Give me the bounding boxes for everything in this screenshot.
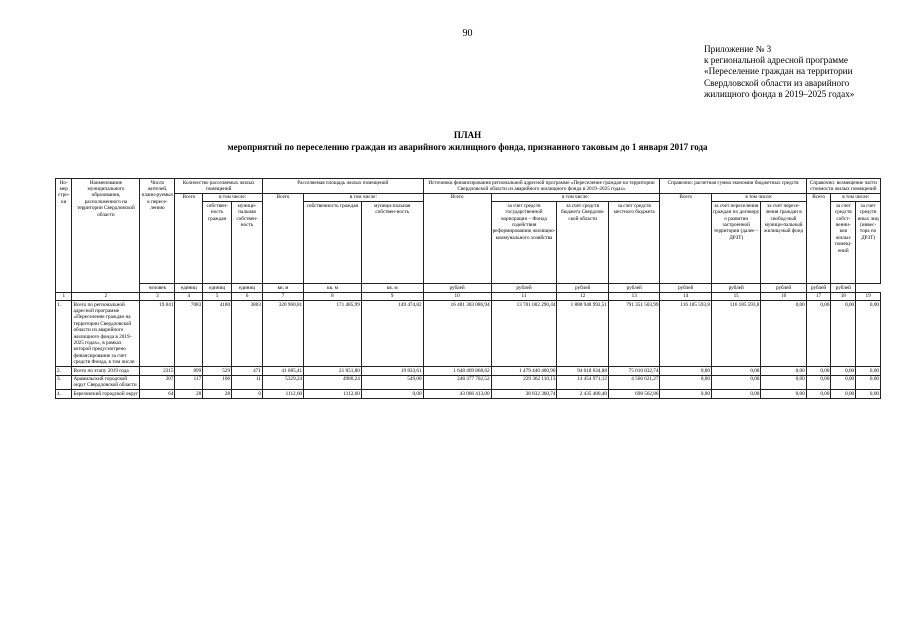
appendix-line: Приложение № 3	[704, 44, 772, 54]
value-cell: 3803	[232, 301, 263, 367]
row-number-cell: 3.	[56, 375, 72, 390]
unit-cell: кв. м	[361, 284, 423, 292]
appendix-line: «Переселение граждан на территории	[704, 66, 853, 77]
column-numbers-row	[56, 292, 881, 300]
value-cell: 0,00	[831, 390, 856, 398]
value-cell: 0,00	[711, 375, 760, 390]
appendix-note	[704, 44, 894, 100]
header-municipality: Наименование муниципального образования, расположенного на территории Свердловской области	[72, 179, 140, 293]
table-row	[56, 375, 881, 390]
value-cell: 899	[175, 367, 203, 375]
column-number-cell: 12	[557, 292, 608, 300]
value-cell: 28	[175, 390, 203, 398]
header-total: Всего	[262, 193, 303, 283]
column-number-cell: 16	[761, 292, 806, 300]
value-cell: 0,00	[660, 375, 711, 390]
value-cell: 0,00	[856, 301, 881, 367]
plan-table	[55, 178, 881, 399]
header-total: Всего	[660, 193, 711, 283]
unit-cell: рублей	[831, 284, 856, 292]
value-cell: 529	[203, 367, 232, 375]
value-cell: 19 041	[140, 301, 175, 367]
header-own-citizens: собственность граждан	[304, 202, 362, 284]
column-number-cell: 8	[304, 292, 362, 300]
header-incl: в том числе:	[491, 193, 660, 201]
value-cell: 43 066 413,00	[423, 390, 491, 398]
municipality-cell: Всего по региональной адресной программе «Переселение граждан на территории Свердловской области из аварийного жилищного фонда в 2019–2025 годах», в рамках которой предусмотрено финансирование за счет средств Фонда, в том числе:	[72, 301, 140, 367]
value-cell: 549,00	[361, 375, 423, 390]
header-total: Всего	[806, 193, 831, 283]
header-incl: в том числе:	[304, 193, 423, 201]
value-cell: 471	[232, 367, 263, 375]
column-number-cell: 15	[711, 292, 760, 300]
unit-cell: человек	[140, 284, 175, 292]
value-cell: 16 481 303 086,94	[423, 301, 491, 367]
unit-cell: рублей	[711, 284, 760, 292]
unit-cell: рублей	[761, 284, 806, 292]
value-cell: 207	[140, 375, 175, 390]
value-cell: 2315	[140, 367, 175, 375]
value-cell: 0,00	[806, 367, 831, 375]
value-cell: 0,00	[856, 390, 881, 398]
unit-cell: единиц	[175, 284, 203, 292]
header-ref-contract: за счет переселения граждан по договору о развитии застроенной территории (далее – ДРЗТ)	[711, 202, 760, 284]
column-number-cell: 9	[361, 292, 423, 300]
unit-cell: кв. м	[262, 284, 303, 292]
value-cell: 28	[203, 390, 232, 398]
appendix-line: жилищного фонда в 2019–2025 годах»	[704, 88, 855, 99]
header-fund: за счет средств государственной корпорации – Фонда содействия реформированию жилищно-коммунального хозяйства	[491, 202, 557, 284]
header-local: за счет средств местного бюджета	[608, 202, 660, 284]
value-cell: 149 474,82	[361, 301, 423, 367]
header-total: Всего	[423, 193, 491, 283]
row-number-cell: 1.	[56, 301, 72, 367]
value-cell: 64	[140, 390, 175, 398]
column-number-cell: 18	[831, 292, 856, 300]
value-cell: 0,00	[806, 390, 831, 398]
value-cell: 0,00	[806, 375, 831, 390]
column-number-cell: 14	[660, 292, 711, 300]
value-cell: 0	[232, 390, 263, 398]
header-area-group: Расселяемая площадь жилых помещений	[262, 179, 423, 194]
value-cell: 0,00	[761, 301, 806, 367]
column-number-cell: 17	[806, 292, 831, 300]
header-residents: Число жителей, плани-руемых к пересе-лению	[140, 179, 175, 284]
header-finance-group: Источники финансирования региональной адресной программе «Переселение граждан на территории Свердловской области из аварийного жилищного фонда в 2019–2025 годах»	[423, 179, 660, 194]
value-cell: 1112,60	[304, 390, 362, 398]
value-cell: 116 185 593,8	[660, 301, 711, 367]
value-cell: 791 351 503,99	[608, 301, 660, 367]
header-municipal-own: муници-пальная собствен-ность	[232, 202, 263, 284]
value-cell: 0,00	[831, 375, 856, 390]
value-cell: 698 562,86	[608, 390, 660, 398]
value-cell: 0,00	[856, 375, 881, 390]
table-row	[56, 301, 881, 367]
value-cell: 14 454 971,12	[557, 375, 608, 390]
value-cell: 1 888 948 992,51	[557, 301, 608, 367]
unit-cell: рублей	[660, 284, 711, 292]
column-number-cell: 6	[232, 292, 263, 300]
value-cell: 21 851,80	[304, 367, 362, 375]
row-number-cell: 2.	[56, 367, 72, 375]
value-cell: 0,00	[831, 301, 856, 367]
table-row	[56, 390, 881, 398]
value-cell: 171 485,99	[304, 301, 362, 367]
value-cell: 248 377 702,52	[423, 375, 491, 390]
unit-cell: кв. м	[304, 284, 362, 292]
value-cell: 5329,24	[262, 375, 303, 390]
appendix-line: Свердловской области из аварийного	[704, 77, 850, 88]
value-cell: 117	[175, 375, 203, 390]
value-cell: 7083	[175, 301, 203, 367]
value-cell: 0,00	[856, 367, 881, 375]
value-cell: 0,00	[831, 367, 856, 375]
header-incl: в том числе:	[711, 193, 806, 201]
value-cell: 4 560 621,27	[608, 375, 660, 390]
table-row	[56, 367, 881, 375]
value-cell: 1 648 469 868,62	[423, 367, 491, 375]
column-number-cell: 5	[203, 292, 232, 300]
value-cell: 19 833,61	[361, 367, 423, 375]
value-cell: 229 362 110,13	[491, 375, 557, 390]
unit-cell: рублей	[423, 284, 491, 292]
municipality-cell: Березовский городской округ	[73, 390, 139, 397]
value-cell: 75 010 832,74	[608, 367, 660, 375]
value-cell: 2 435 480,40	[557, 390, 608, 398]
column-number-cell: 4	[175, 292, 203, 300]
value-cell: 1 479 440 400,90	[491, 367, 557, 375]
value-cell: 0,00	[660, 367, 711, 375]
value-cell: 4180	[203, 301, 232, 367]
page-number: 90	[462, 28, 473, 39]
column-number-cell: 13	[608, 292, 660, 300]
column-number-cell: 2	[72, 292, 140, 300]
header-incl: в том числе:	[203, 193, 263, 201]
municipality-cell: Всего по этапу 2019 года	[72, 367, 140, 375]
value-cell: 94 018 634,88	[557, 367, 608, 375]
value-cell: 41 685,41	[262, 367, 303, 375]
value-cell: 0,00	[361, 390, 423, 398]
column-number-cell: 11	[491, 292, 557, 300]
header-ref-free: за счет пересе-ления граждан в свобод-ный муници-пальный жилищ-ный фонд	[761, 202, 806, 284]
header-ref2-owners: за счет средств собст-венни-ков жилых помещ-ений	[831, 202, 856, 284]
value-cell: 4980,24	[304, 375, 362, 390]
header-incl: в том числе:	[831, 193, 881, 201]
row-number-cell: 4.	[56, 390, 72, 398]
header-municipal-own: муници-пальная собствен-ность	[361, 202, 423, 284]
value-cell: 0,00	[711, 390, 760, 398]
value-cell: 320 960,81	[262, 301, 303, 367]
value-cell: 106	[203, 375, 232, 390]
header-ref2-group: Справочно: возмещение части стоимости жилых помещений	[806, 179, 880, 194]
value-cell: 1112,60	[262, 390, 303, 398]
header-total: Всего	[175, 193, 203, 283]
value-cell: 13 701 002 290,44	[491, 301, 557, 367]
value-cell: 0,00	[761, 367, 806, 375]
column-number-cell: 19	[856, 292, 881, 300]
value-cell: 116 185 593,8	[711, 301, 760, 367]
header-ref-group: Справочно: расчетная сумма экономии бюджетных средств	[660, 179, 806, 194]
value-cell: 0,00	[761, 375, 806, 390]
value-cell: 0,00	[806, 301, 831, 367]
municipality-cell: Арамильский городской округ Свердловской области	[72, 375, 140, 390]
appendix-line: к региональной адресной программе	[704, 55, 848, 66]
unit-cell: рублей	[806, 284, 831, 292]
value-cell: 0,00	[761, 390, 806, 398]
value-cell: 0,00	[660, 390, 711, 398]
unit-cell: единиц	[203, 284, 232, 292]
unit-cell: рублей	[557, 284, 608, 292]
header-ref2-other: за счет средств иных лиц (инвес-тора по ДРЗТ)	[856, 202, 881, 284]
value-cell: 0,00	[711, 367, 760, 375]
column-number-cell: 10	[423, 292, 491, 300]
unit-cell: единиц	[232, 284, 263, 292]
column-number-cell: 3	[140, 292, 175, 300]
document-subtitle: мероприятий по переселению граждан из аварийного жилищного фонда, признанного таковым до 1 января 2017 года	[227, 142, 708, 152]
document-title: ПЛАН	[453, 130, 482, 140]
units-row	[56, 284, 881, 292]
unit-cell: рублей	[608, 284, 660, 292]
header-own-citizens: собствен-ность граждан	[203, 202, 232, 284]
column-number-cell: 1	[56, 292, 72, 300]
header-regional: за счет средств бюджета Свердлов-ской области	[557, 202, 608, 284]
value-cell: 11	[232, 375, 263, 390]
column-number-cell: 7	[262, 292, 303, 300]
header-row-no: Но-мер стро-ки	[56, 179, 72, 293]
value-cell: 38 832 360,74	[491, 390, 557, 398]
unit-cell: рублей	[491, 284, 557, 292]
header-rooms-group: Количество расселяемых жилых помещений	[175, 179, 263, 194]
